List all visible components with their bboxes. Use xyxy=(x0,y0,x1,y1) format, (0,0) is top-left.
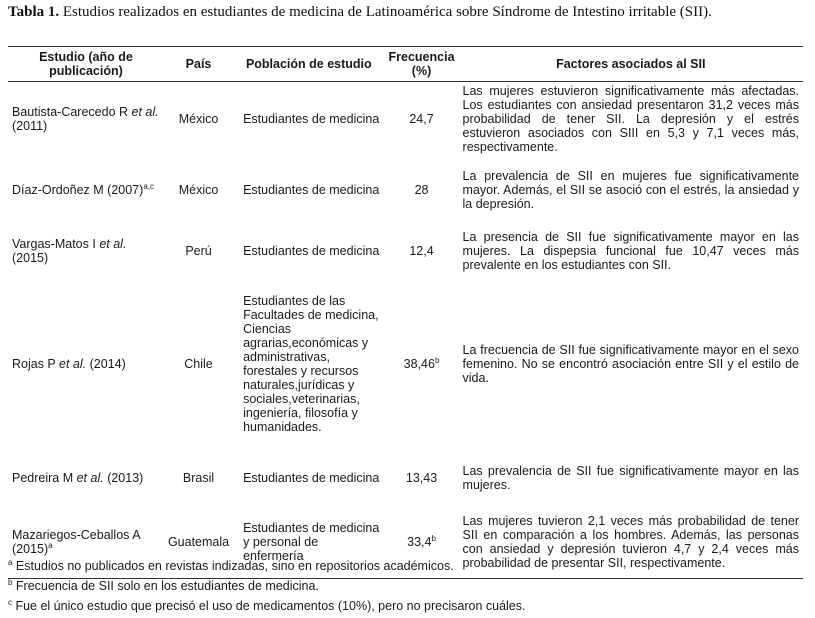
cell-factores: Las mujeres tuvieron 2,1 veces más probabilidad de tener SII en comparación a los hombres. Además, las personas con ansiedad y depresión tuvieron 4,7 y 2,4 veces más probabilidad de presentar SII, respectivamente. xyxy=(459,506,803,578)
cell-pais: México xyxy=(178,112,219,126)
cell-pais: Perú xyxy=(185,244,212,258)
header-row xyxy=(8,47,803,82)
frecuencia-mark: b xyxy=(434,355,440,365)
cell-factores: Las mujeres estuvieron significativamente más afectadas. Los estudiantes con ansiedad presentaron 31,2 veces más probabilidad de tener SII. La depresión y el estrés estuvieron asociados con SIII en 5,3 y 7,1 veces más, respectivamente. xyxy=(462,84,799,154)
estudio-author: Bautista-Carecedo R xyxy=(12,105,132,119)
estudio-etal: et al. xyxy=(59,357,87,371)
estudio-author: Díaz-Ordoñez M (2007) xyxy=(12,183,144,197)
cell-factores: La presencia de SII fue significativamente mayor en las mujeres. La dispepsia funcional fue 10,47 veces más prevalente en los estudiantes con SII. xyxy=(462,230,799,272)
table-row xyxy=(8,82,803,157)
estudio-year: (2013) xyxy=(103,471,144,485)
cell-pais: Brasil xyxy=(182,471,215,485)
footnote-mark: c xyxy=(8,597,12,607)
cell-frecuencia xyxy=(385,278,459,450)
frecuencia-value: 28 xyxy=(414,183,429,197)
cell-estudio xyxy=(8,278,164,450)
frecuencia-value: 12,4 xyxy=(409,244,434,258)
estudio-year: (2014) xyxy=(86,357,126,371)
estudio-mark: a,c xyxy=(143,181,154,191)
cell-poblacion: Estudiantes de medicina xyxy=(243,471,380,485)
cell-pais: Guatemala xyxy=(164,506,233,578)
cell-poblacion: Estudiantes de medicina xyxy=(243,183,380,197)
cell-poblacion: Estudiantes de las Facultades de medicina, Ciencias agrarias,económicas y administrativas, forestales y recursos naturales,jurídicas y sociales,veterinarias, ingeniería, filosofía y humanidades. xyxy=(243,294,379,434)
cell-pais: Chile xyxy=(184,357,213,371)
cell-estudio xyxy=(8,82,164,157)
header-poblacion: Población de estudio xyxy=(233,47,384,82)
footnote-text: Fue el único estudio que precisó el uso de medicamentos (10%), pero no precisaron cuáles. xyxy=(12,599,526,613)
cell-estudio xyxy=(8,156,164,224)
estudio-etal: et al. xyxy=(76,471,104,485)
footnote xyxy=(8,596,525,616)
cell-frecuencia xyxy=(385,450,459,506)
footnotes xyxy=(8,556,525,616)
estudio-etal: et al. xyxy=(131,105,159,119)
table-row xyxy=(8,224,803,278)
studies-table xyxy=(8,46,803,579)
cell-frecuencia xyxy=(385,82,459,157)
header-pais: País xyxy=(164,47,233,82)
cell-frecuencia xyxy=(385,224,459,278)
estudio-year: (2015) xyxy=(12,251,49,265)
cell-pais: México xyxy=(178,183,219,197)
cell-factores: La frecuencia de SII fue significativamente mayor en el sexo femenino. No se encontró asociación entre SII y el estilo de vida. xyxy=(462,343,799,385)
footnote-text: Estudios no publicados en revistas indizadas, sino en repositorios académicos. xyxy=(12,559,454,573)
footnote-mark: a xyxy=(8,557,13,567)
caption-label: Tabla 1. xyxy=(8,4,60,20)
cell-estudio xyxy=(8,450,164,506)
estudio-etal: et al. xyxy=(99,237,127,251)
frecuencia-value: 24,7 xyxy=(409,112,434,126)
estudio-mark: a xyxy=(48,540,53,550)
header-factores: Factores asociados al SII xyxy=(459,47,803,82)
table-row xyxy=(8,450,803,506)
caption-text: Estudios realizados en estudiantes de medicina de Latinoamérica sobre Síndrome de Intestino irritable (SII). xyxy=(59,4,712,20)
frecuencia-value: 13,43 xyxy=(405,471,438,485)
cell-factores: La prevalencia de SII en mujeres fue significativamente mayor. Además, el SII se asoció con el estrés, la ansiedad y la depresión. xyxy=(462,169,799,211)
table-row xyxy=(8,156,803,224)
estudio-author: Pedreira M xyxy=(12,471,77,485)
frecuencia-value: 38,46 xyxy=(403,357,435,371)
cell-poblacion: Estudiantes de medicina xyxy=(243,244,380,258)
footnote-mark: b xyxy=(8,577,13,587)
estudio-author: Rojas P xyxy=(12,357,60,371)
footnote xyxy=(8,556,525,576)
table-caption xyxy=(8,4,712,21)
footnote-text: Frecuencia de SII solo en los estudiantes de medicina. xyxy=(12,579,319,593)
cell-factores: Las prevalencia de SII fue significativamente mayor en las mujeres. xyxy=(462,464,799,492)
header-frecuencia: Frecuencia (%) xyxy=(385,47,459,82)
cell-poblacion: Estudiantes de medicina y personal de enfermería xyxy=(233,506,384,578)
table-row xyxy=(8,278,803,450)
cell-estudio xyxy=(8,224,164,278)
estudio-year: (2011) xyxy=(12,119,48,133)
header-estudio: Estudio (año de publicación) xyxy=(8,47,164,82)
cell-frecuencia xyxy=(385,156,459,224)
frecuencia-mark: b xyxy=(431,533,436,543)
estudio-author: Vargas-Matos I xyxy=(12,237,100,251)
estudio-author: Mazariegos-Ceballos A (2015) xyxy=(12,527,140,556)
cell-poblacion: Estudiantes de medicina xyxy=(243,112,380,126)
footnote xyxy=(8,576,525,596)
frecuencia-value: 33,4 xyxy=(407,534,432,549)
